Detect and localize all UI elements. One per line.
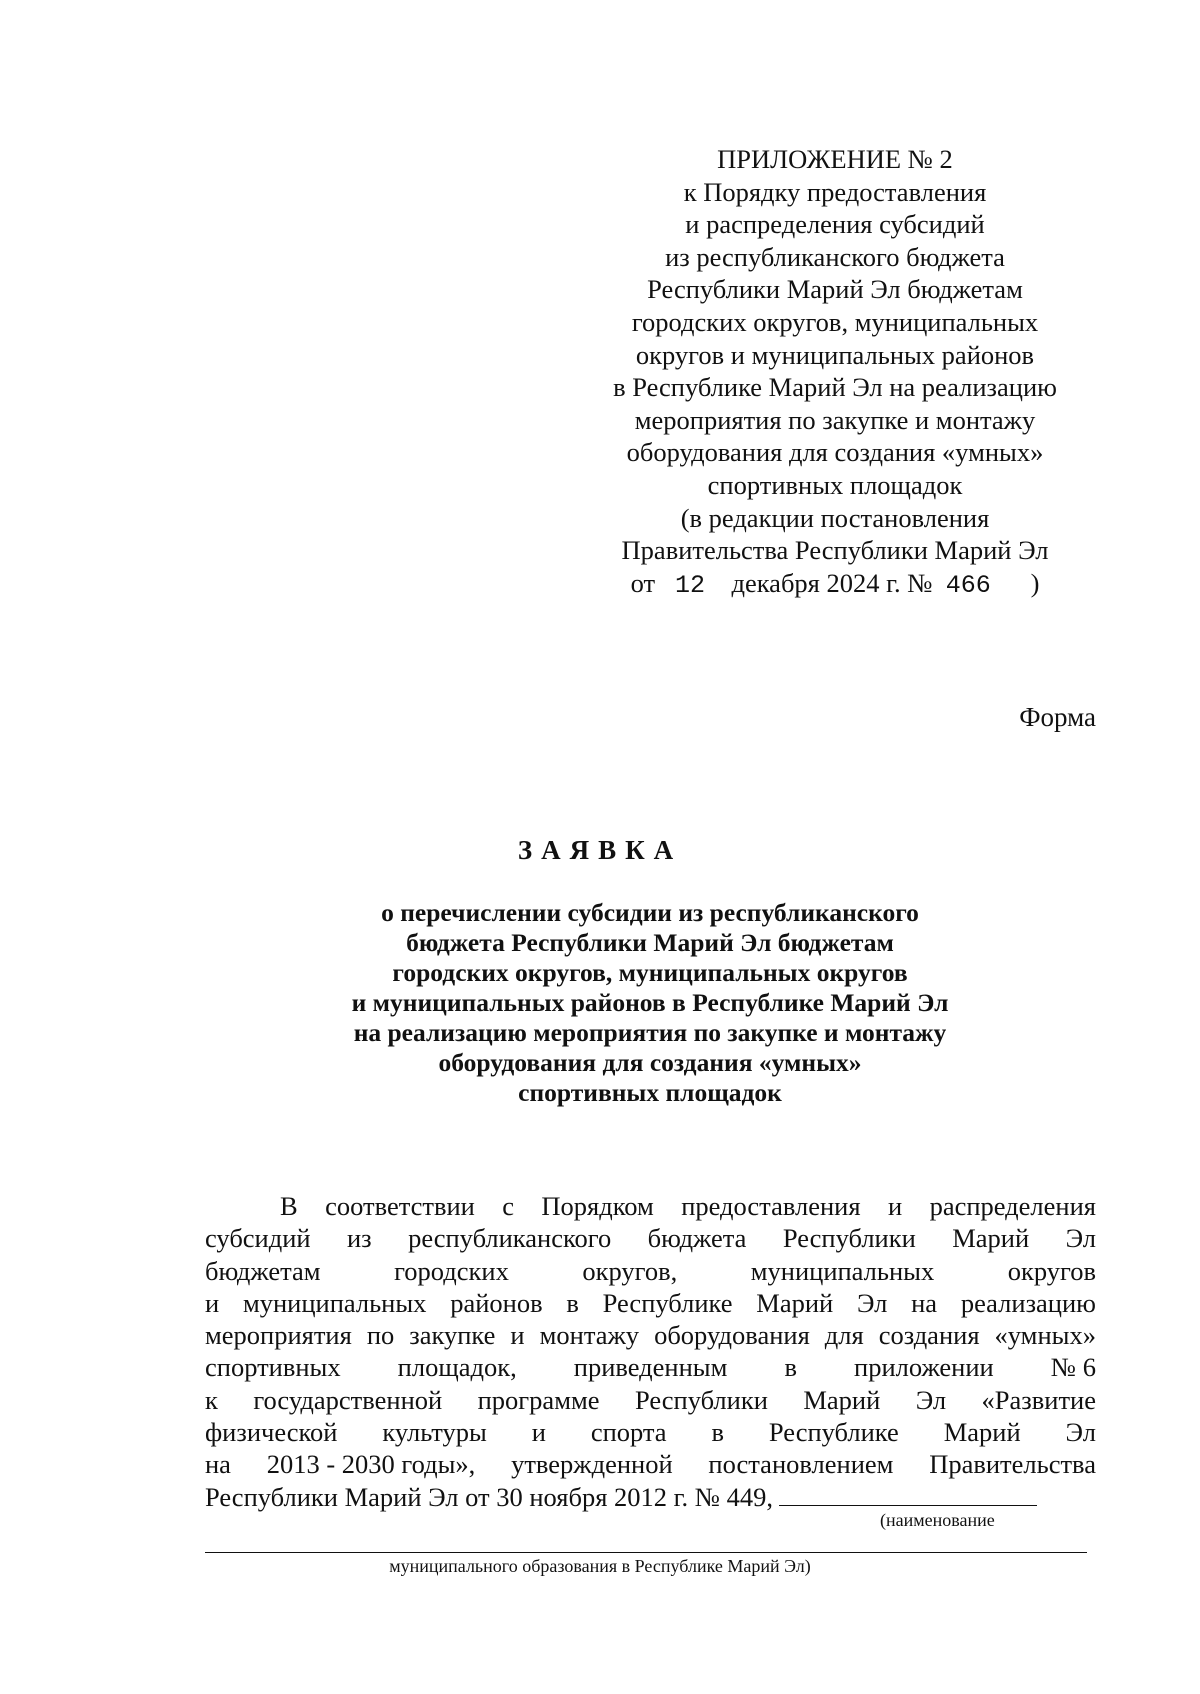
body-word: Эл [1065,1223,1096,1254]
body-word: в [711,1417,724,1448]
body-word: городских [394,1255,509,1286]
appendix-line: в Республике Марий Эл на реализацию [613,372,1057,403]
form-label: Форма [1019,702,1096,732]
document-subtitle [200,898,1100,1108]
municipality-name-blank[interactable] [779,1481,1037,1506]
body-word: площадок, [397,1352,517,1383]
body-word: приведенным [573,1352,728,1383]
body-word: предоставления [681,1191,861,1221]
appendix-header [585,143,1085,602]
body-word: № 6 [1050,1352,1096,1383]
body-word: и [887,1191,903,1221]
appendix-line: к Порядку предоставления [683,176,987,207]
body-word: к [205,1384,218,1415]
appendix-line: (в редакции постановления [680,502,990,533]
body-word: Республики [782,1223,916,1254]
body-word: постановлением [708,1449,894,1480]
body-word: с [502,1191,515,1221]
appendix-line: ПРИЛОЖЕНИЕ № 2 [717,144,953,174]
body-word: «Развитие [981,1384,1096,1415]
body-word: культуры [382,1417,487,1448]
body-word: округов, [582,1255,678,1286]
body-word: закупке [409,1320,496,1351]
subtitle-line: оборудования для создания «умных» [438,1048,862,1077]
body-word: монтажу [539,1320,640,1351]
body-line [205,1287,1096,1319]
appendix-line: Республики Марий Эл бюджетам [647,274,1023,305]
body-word: Республике [768,1417,899,1448]
body-word: Порядком [541,1191,654,1221]
body-word: Марий [952,1223,1030,1254]
body-word: муниципальных [750,1255,935,1286]
body-word: Эл [915,1384,947,1415]
body-word: для [824,1320,864,1351]
body-word: Республике [602,1287,733,1318]
name-caption: (наименование [880,1510,995,1530]
body-line [205,1222,1096,1254]
appendix-line: округов и муниципальных районов [635,339,1035,370]
appendix-line: спортивных площадок [707,469,963,500]
body-word: государственной [253,1384,443,1415]
body-word: в [566,1287,579,1318]
body-line [205,1351,1096,1383]
body-word: «умных» [994,1320,1096,1351]
body-word: распределения [929,1191,1096,1221]
body-word: В [280,1191,298,1221]
appendix-line: городских округов, муниципальных [631,306,1039,337]
body-line [205,1384,1096,1416]
body-word: Марий [756,1287,834,1318]
subtitle-line: на реализацию мероприятия по закупке и монтажу [353,1018,947,1047]
body-word: районов [450,1287,543,1318]
subtitle-line: спортивных площадок [518,1078,782,1107]
body-word: республиканского [408,1223,612,1254]
body-paragraph [205,1190,1096,1513]
date-month-year: декабря 2024 г. № [731,567,933,598]
appendix-line: оборудования для создания «умных» [626,437,1044,468]
body-word: приложении [854,1352,994,1383]
body-line [205,1255,1096,1287]
appendix-line: Правительства Республики Марий Эл [621,535,1049,566]
body-word: на [911,1287,938,1318]
body-line [205,1448,1096,1480]
body-word: бюджета [647,1223,747,1254]
body-word: в [784,1352,797,1383]
appendix-line: мероприятия по закупке и монтажу [634,404,1036,435]
body-word: Правительства [929,1449,1096,1480]
body-word: на [205,1449,231,1480]
date-day: 12 [674,570,705,600]
body-line [205,1190,1096,1222]
body-word: спорта [590,1417,667,1448]
body-word: соответствии [325,1191,475,1221]
body-word: Марий [943,1417,1021,1448]
body-word: по [366,1320,395,1351]
resolution-number: 466 [945,570,991,600]
body-word: Эл [856,1287,888,1318]
body-word: Эл [1065,1417,1096,1448]
subtitle-line: городских округов, муниципальных округов [392,958,908,987]
body-word: округов [1007,1255,1096,1286]
body-line [205,1416,1096,1448]
municipality-blank-line[interactable] [205,1552,1087,1553]
body-word: оборудования [654,1320,810,1351]
body-word: Марий [803,1384,881,1415]
body-word: из [347,1223,372,1254]
date-prefix: от [630,567,656,598]
body-word: муниципальных [242,1287,427,1318]
appendix-date-line [585,567,1085,603]
body-word: утвержденной [511,1449,673,1480]
municipality-caption: муниципального образования в Республике Марий Эл) [389,1556,811,1576]
appendix-line: и распределения субсидий [685,209,985,240]
body-word: Республики [634,1384,768,1415]
document-title: ЗАЯВКА [517,835,683,865]
body-word: и [205,1287,220,1318]
body-word: субсидий [205,1223,311,1254]
body-last-line [205,1481,1096,1513]
date-suffix: ) [1030,567,1040,598]
body-word: и [531,1417,546,1448]
body-word: реализацию [960,1287,1096,1318]
subtitle-line: и муниципальных районов в Республике Марий Эл [351,988,949,1017]
body-word: создания [878,1320,980,1351]
appendix-line: из республиканского бюджета [665,241,1005,272]
body-word: программе [477,1384,600,1415]
body-last-line-text: Республики Марий Эл от 30 ноября 2012 г. № 449, [205,1481,774,1512]
body-word: 2013 - 2030 годы», [266,1449,476,1480]
body-word: физической [205,1417,338,1448]
body-word: спортивных [205,1352,341,1383]
subtitle-line: о перечислении субсидии из республиканского [381,898,919,927]
body-line [205,1319,1096,1351]
body-word: мероприятия [205,1320,352,1351]
body-word: бюджетам [205,1255,321,1286]
subtitle-line: бюджета Республики Марий Эл бюджетам [406,928,894,957]
body-word: и [510,1320,525,1351]
